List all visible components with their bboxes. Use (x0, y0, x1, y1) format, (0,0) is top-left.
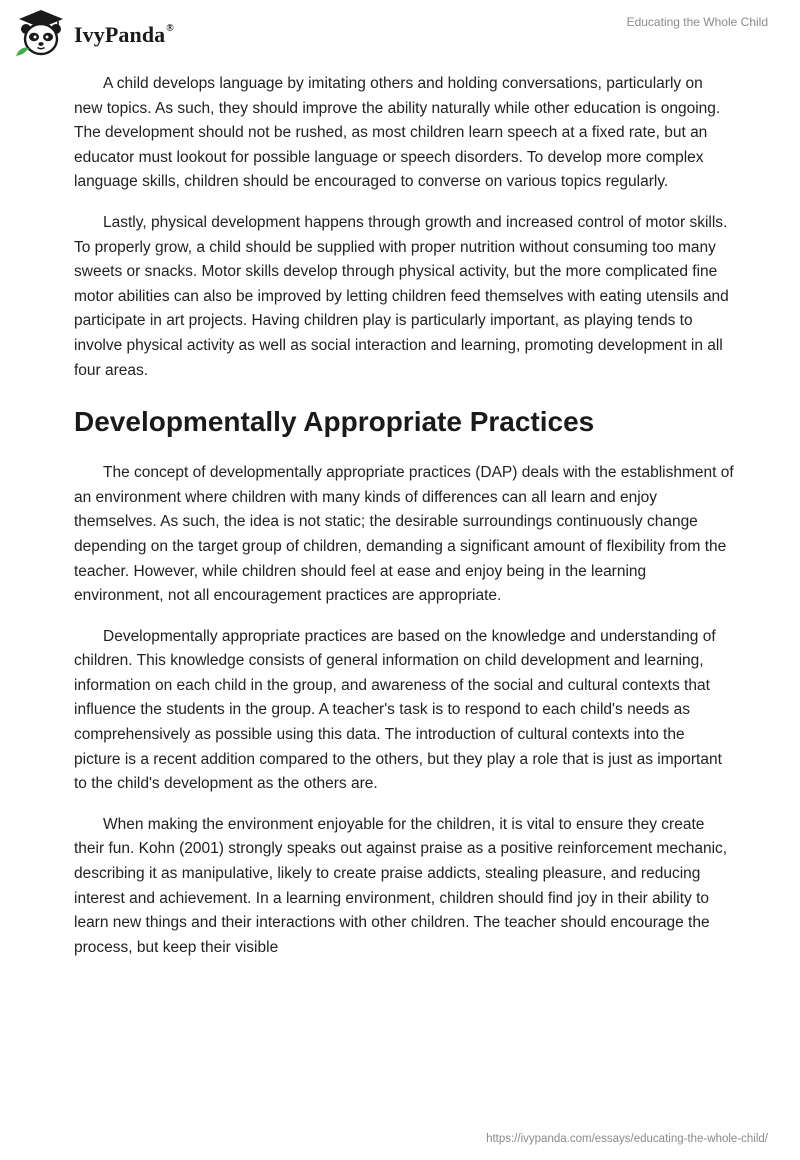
paragraph-language-development: A child develops language by imitating others and holding conversations, particularly on new topics. As such, they should improve the ability naturally while other education is ongoing. The development should not be rushed, as most children learn speech at a fixed rate, but an educator must lookout for possible language or speech disorders. To develop more complex language skills, children should be encouraged to converse on various topics regularly. (74, 75, 721, 191)
section-heading-dap: Developmentally Appropriate Practices (74, 406, 595, 438)
panda-graduate-icon (14, 9, 68, 59)
source-url[interactable]: https://ivypanda.com/essays/educating-the-whole-child/ (486, 1133, 768, 1145)
document-title: Educating the Whole Child (626, 15, 768, 29)
paragraph-dap-knowledge: Developmentally appropriate practices are based on the knowledge and understanding of children. This knowledge consists of general information on child development and learning, information on each child in the group, and awareness of the social and cultural contexts that influence the students in the group. A teacher's task is to respond to each child's needs as comprehensively as possible using this data. The introduction of cultural contexts into the picture is a recent addition compared to the others, but they play a role that is just as important to the child's development as the others are. (74, 627, 722, 793)
essay-content (74, 72, 734, 976)
ivypanda-logo[interactable] (14, 9, 174, 59)
paragraph-enjoyable-environment: When making the environment enjoyable for the children, it is vital to ensure they create their fun. Kohn (2001) strongly speaks out against praise as a positive reinforcement mechanic, describing it as manipulative, likely to create praise addicts, stealing pleasure, and reducing interest and achievement. In a learning environment, children should find joy in their ability to learn new things and their interactions with other children. The teacher should encourage the process, but keep their visible (74, 815, 728, 956)
paragraph-dap-concept: The concept of developmentally appropriate practices (DAP) deals with the establishment of an environment where children with many kinds of differences can all learn and enjoy themselves. As such, the idea is not static; the desirable surroundings continuously change depending on the target group of children, demanding a significant amount of flexibility from the teacher. However, while children should feel at ease and enjoy being in the learning environment, not all encouragement practices are appropriate. (74, 464, 734, 605)
paragraph-physical-development: Lastly, physical development happens through growth and increased control of motor skills. To properly grow, a child should be supplied with proper nutrition without consuming too many sweets or snacks. Motor skills develop through physical activity, but the more complicated fine motor abilities can also be improved by letting children feed themselves with eating utensils and participate in art projects. Having children play is particularly important, as playing tends to involve physical activity as well as social interaction and learning, promoting development in all four areas. (74, 213, 729, 379)
brand-name: IvyPanda® (74, 22, 174, 47)
page-header (0, 0, 800, 70)
registered-mark: ® (166, 22, 174, 34)
